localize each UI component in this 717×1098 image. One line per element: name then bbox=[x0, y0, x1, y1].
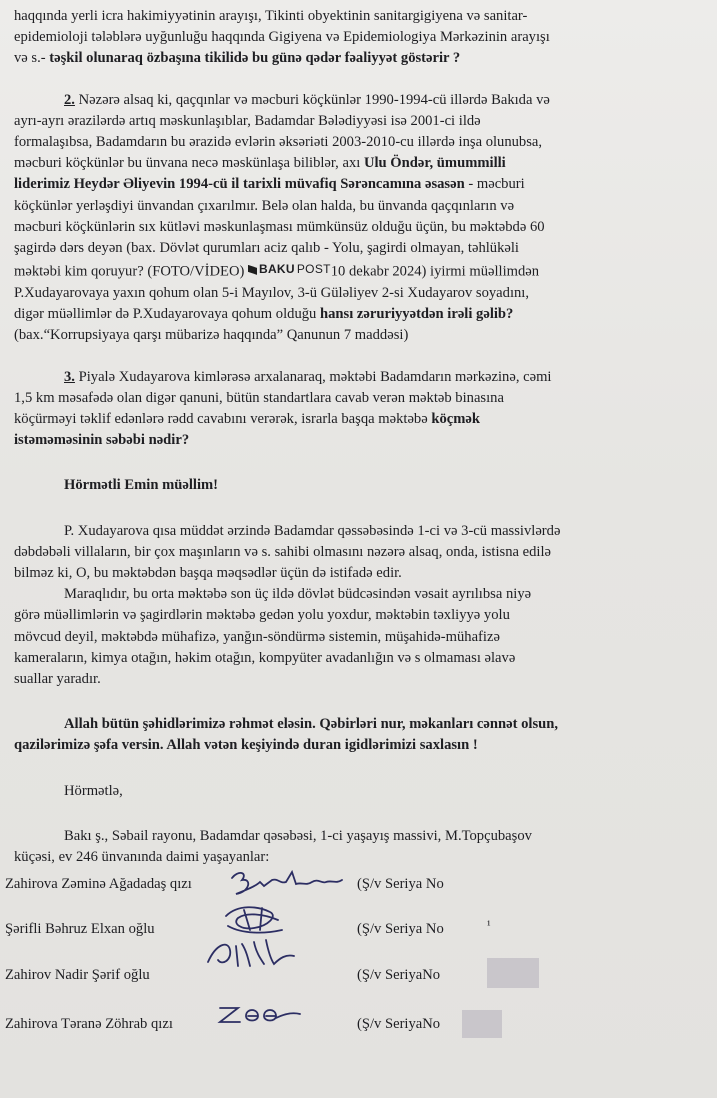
signatory-name: Şərifli Bəhruz Elxan oğlu bbox=[5, 921, 155, 937]
regards: Hörmətlə, bbox=[64, 782, 123, 799]
intro-line: və s.- təşkil olunaraq özbaşına tikilidə bu günə qədər fəaliyyət göstərir ? bbox=[14, 50, 461, 67]
paragraph-1-line: dəbdəbəli villaların, bir çox maşınların və s. sahibi olmasını nəzərə alsaq, onda, istisna edilə bbox=[14, 543, 551, 560]
point-2-line: məktəbi kim qoruyur? (FOTO/VİDEO) BAKU POST 10 dekabr 2024) iyirmi müəllimdən bbox=[14, 259, 691, 283]
paragraph-2-line: Maraqlıdır, bu orta məktəbə son üç ildə dövlət büdcəsindən vəsait ayrılıbsa niyə bbox=[64, 586, 532, 603]
signatory-row bbox=[5, 1014, 695, 1038]
signature-2-3 bbox=[198, 900, 308, 978]
signatory-passport: (Ş/v Seriya No bbox=[357, 876, 444, 892]
point-2-line: məcburi köçkünlər bu ünvana necə məskünlaşa biliblər, axı Ulu Öndər, ümummilli bbox=[14, 155, 506, 172]
point-2-line: köçkünlər yerləşdiyi ünvandan çıxarılmır. Belə olan halda, bu ünvanda qaçqınların və bbox=[14, 197, 515, 214]
intro-line: epidemioloji tələblərə uyğunluğu haqqında Gigiyena və Epidemiologiya Mərkəzinin arayışı bbox=[14, 29, 550, 46]
intro-line: haqqında yerli icra hakimiyyətinin arayışı, Tikinti obyektinin sanitargigiyena və sanitar- bbox=[14, 8, 528, 24]
point-2-line: 2. Nəzərə alsaq ki, qaçqınlar və məcburi köçkünlər 1990-1994-cü illərdə Bakıda və bbox=[64, 91, 550, 108]
point-2-line: liderimiz Heydər Əliyevin 1994-cü il tarixli müvafiq Sərəncamına əsasən - məcburi bbox=[14, 176, 525, 193]
prayer-line: Allah bütün şəhidlərimizə rəhmət eləsin. Qəbirləri nur, məkanları cənnət olsun, bbox=[64, 716, 559, 733]
signatory-passport: (Ş/v SeriyaNo bbox=[357, 967, 441, 983]
point-2-line: şagirdə dərs deyən (bax. Dövlət qurumları aciz qalıb - Yolu, şagirdi olmayan, təhlükəli bbox=[14, 240, 519, 257]
address-line: Bakı ş., Səbail rayonu, Badamdar qəsəbəsi, 1-ci yaşayış massivi, M.Topçubaşov bbox=[64, 827, 532, 844]
signatory-name: Zahirova Təranə Zöhrab qızı bbox=[5, 1016, 173, 1032]
prayer-line: qazilərimizə şəfa versin. Allah vətən keşiyində duran igidlərimizi saxlasın ! bbox=[14, 737, 478, 754]
point-2-number: 2. bbox=[64, 91, 75, 108]
signature-4 bbox=[214, 1000, 304, 1030]
bakupost-logo: BAKU POST bbox=[248, 259, 331, 280]
point-3-number: 3. bbox=[64, 368, 75, 385]
address-line: küçəsi, ev 246 ünvanında daimi yaşayanlar: bbox=[14, 849, 270, 866]
passport-mark: ¹ bbox=[487, 918, 491, 932]
redaction-block bbox=[462, 1010, 502, 1038]
point-2-line: (bax.“Korrupsiyaya qarşı mübarizə haqqında” Qanunun 7 maddəsi) bbox=[14, 327, 409, 344]
point-3-line: istəməməsinin səbəbi nədir? bbox=[14, 432, 190, 449]
paragraph-1-line: bilməz ki, O, bu məktəbdən başqa məqsədlər üçün də istifadə edir. bbox=[14, 565, 402, 582]
bakupost-flag-icon bbox=[248, 265, 257, 275]
paragraph-1-line: P. Xudayarova qısa müddət ərzində Badamdar qəssəbəsində 1-ci və 3-cü massivlərdə bbox=[64, 522, 561, 539]
signatory-passport: (Ş/v Seriya No bbox=[357, 921, 444, 937]
signatory-name: Zahirov Nadir Şərif oğlu bbox=[5, 967, 150, 983]
signatory-row bbox=[5, 919, 695, 943]
point-2-line: məcburi köçkünlərin sıx kütləvi məskunlaşması mümkünsüz olduğu üçün, bu məktəbdə 60 bbox=[14, 218, 545, 235]
point-3-line: 3. Piyalə Xudayarova kimlərəsə arxalanaraq, məktəbi Badamdarın mərkəzinə, cəmi bbox=[64, 368, 552, 385]
point-2-line: ayrı-ayrı ərazilərdə artıq məskunlaşıblar, Badamdar Bələdiyyəsi isə 2001-ci ildə bbox=[14, 112, 481, 129]
signatory-row bbox=[5, 965, 695, 989]
signatory-name: Zahirova Zəminə Ağadadaş qızı bbox=[5, 876, 192, 892]
redaction-block bbox=[487, 958, 539, 988]
paragraph-2-line: mövcud deyil, məktəbdə mühafizə, yanğın-söndürmə sistemin, müşahidə-mühafizə bbox=[14, 628, 500, 645]
point-3-line: 1,5 km məsafədə olan digər qanuni, bütün standartlara cavab verən məktəb binasına bbox=[14, 389, 504, 406]
point-2-line: formalaşıbsa, Badamdarın bu ərazidə evlərin əksəriəti 2003-2010-cu illərdə inşa olunubsa, bbox=[14, 134, 543, 151]
point-2-line: digər müəllimlər də P.Xudayarovaya qohum olduğu hansı zəruriyyətdən irəli gəlib? bbox=[14, 306, 514, 323]
paragraph-2-line: görə müəllimlərin və şagirdlərin məktəbə gedən yolu yoxdur, məktəbin təxliyyə yolu bbox=[14, 607, 510, 624]
paragraph-2-line: suallar yaradır. bbox=[14, 671, 101, 688]
paragraph-2-line: kameraların, kimya otağın, həkim otağın, kompyüter avadanlığın və s olmaması əlavə bbox=[14, 649, 516, 666]
point-3-line: köçürməyi təklif edənlərə rədd cavabını verərək, israrla başqa məktəbə köçmək bbox=[14, 411, 480, 428]
greeting: Hörmətli Emin müəllim! bbox=[64, 477, 219, 494]
signatory-passport: (Ş/v SeriyaNo bbox=[357, 1016, 441, 1032]
point-2-line: P.Xudayarovaya yaxın qohum olan 5-i Mayılov, 3-ü Güləliyev 2-si Xudayarov soyadını, bbox=[14, 285, 530, 302]
signature-1 bbox=[226, 864, 356, 904]
